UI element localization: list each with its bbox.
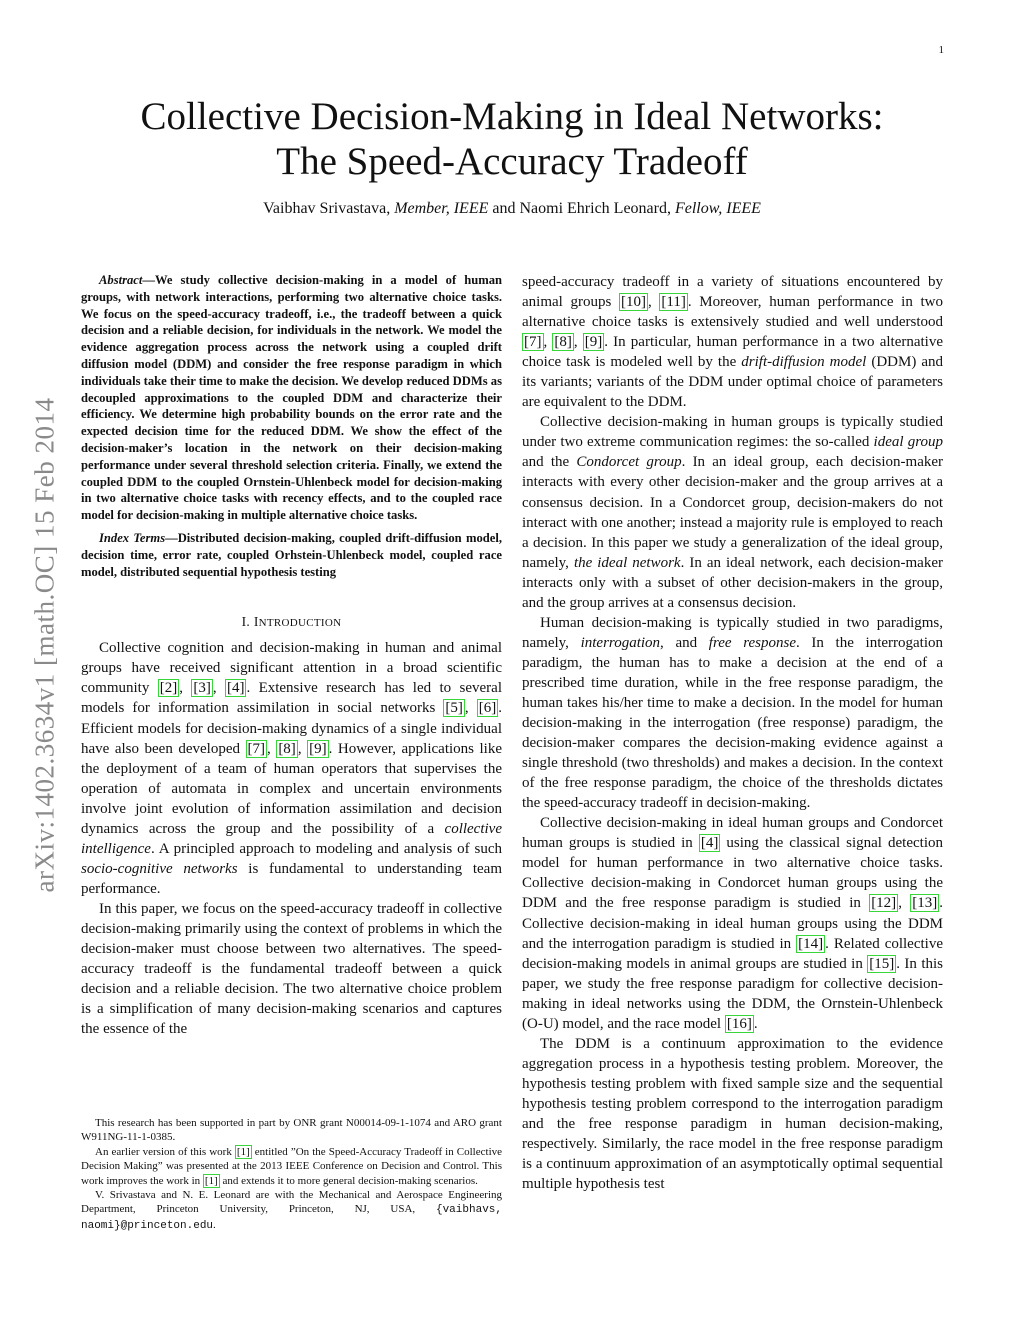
index-terms-text: —Distributed decision-making, coupled drift-diffusion model, decision time, error rate, coupled Orhstein-Uhlenbeck model, coupled race model, distributed sequential hypothesis testing [81,530,502,579]
author-2: Naomi Ehrich Leonard, [519,200,671,217]
arxiv-sidebar [20,330,70,960]
citation-link[interactable]: [12] [871,895,897,912]
text-run: Collective decision-making in human groups is typically studied under two extreme communication regimes: the so-called [522,414,943,451]
author-conjunction: and [492,200,516,217]
paper-title [80,94,944,184]
text-run: . Related collective decision-making models in animal groups are studied in [522,935,943,972]
text-run: and the [522,454,577,471]
emphasis: socio-cognitive networks [81,860,238,877]
author-1-role: Member, IEEE [394,200,489,217]
right-paragraph-4 [522,813,943,1034]
footnote-affiliation [81,1188,502,1233]
footnote-earlier-version [81,1145,502,1188]
citation-link[interactable]: [4] [226,680,245,697]
section-title-rest: NTRODUCTION [258,617,342,630]
citation-link[interactable]: [2] [159,680,178,697]
footnotes [81,1116,502,1233]
text-run: using the classical signal detection model for human performance in two alternative choice tasks. Collective decision-making in Condorcet human groups using the DDM and the free response paradigm is studied in [522,835,943,912]
citation-link[interactable]: [5] [445,700,463,717]
right-column [522,272,943,1194]
title-line-2: The Speed-Accuracy Tradeoff [276,140,748,183]
citation-link[interactable]: [3] [193,680,211,697]
intro-body [81,638,502,1039]
right-paragraph-5: The DDM is a continuum approximation to the evidence aggregation process in a hypothesis testing problem. Moreover, the hypothesis testing problem with fixed sample size and the sequential hypothesis testing problem correspond to the interrogation paradigm and the free response paradigm in human decision-making, respectively. Similarly, the race model in the free response paradigm is a continuum approximation of an asymptotically optimal sequential multiple hypothesis test [522,1035,943,1193]
emphasis: ideal group [873,434,943,451]
text-run: . [213,1218,216,1231]
citation-link[interactable]: [9] [584,334,603,351]
citation-link[interactable]: [16] [726,1015,752,1032]
right-paragraph-3 [522,613,943,813]
text-run: . In the interrogation paradigm, the human has to make a decision at the end of a prescribed time duration, while in the free response paradigm, the human takes his/her time to make a decision. In the model for human decision-making in the interrogation (free response) paradigm, the decision-maker compares the decision-making evidence against a single threshold (two thresholds) and makes a decision. In the context of the free response paradigm, the choice of the thresholds dictates the speed-accuracy tradeoff in decision-making. [522,634,943,812]
text-run: speed-accuracy tradeoff in a variety of situations encountered by animal groups [522,274,943,311]
separator: , [464,700,477,717]
emphasis: Condorcet group [576,454,682,471]
citation-link[interactable]: [1] [236,1145,250,1158]
text-run: . Moreover, human performance in two alternative choice tasks is extensively studied and well understood [522,294,943,331]
text-run: . Efficient models for decision-making dynamics of a single individual have also been developed [81,700,503,757]
author-2-role: Fellow, IEEE [674,200,761,217]
author-emails: {vaibhavs, naomi}@princeton.edu [81,1204,502,1232]
author-line [80,200,944,218]
text-run: . Collective decision-making in ideal human groups using the DDM and the interrogation paradigm is studied in [522,895,943,952]
text-run: . However, applications like the deployment of a team of human operators that supervises the operation of automata in complex and uncertain environments involve joint evolution of information assimilation and decision dynamics across the group and the possibility of a [81,740,503,837]
text-run: Collective decision-making in ideal human groups and Condorcet human groups is studied in [522,815,943,852]
text-run: (DDM) and its variants; variants of the DDM under optimal choice of parameters are equivalent to the DDM. [522,354,944,411]
text-run: . A principled approach to modeling and analysis of such [150,840,502,857]
section-numeral: I. [241,614,251,630]
section-heading-introduction [81,614,502,630]
text-run: . In an ideal group, each decision-maker interacts with every other decision-maker and the group arrives at a consensus decision. In a Condorcet group, decision-makers do not interact with one another; instead a majority rule is employed to reach a decision. In this paper we study a generalization of the ideal group, namely, [522,454,944,571]
text-run: . In particular, human performance in a two alternative choice task is modeled well by the [522,334,943,371]
text-run: An earlier version of this work [95,1145,235,1158]
abstract-text: —We study collective decision-making in a model of human groups, with network interactions, performing two alternative choice tasks. We focus on the speed-accuracy tradeoff, i.e., the tradeoff between a quick decision and a reliable decision, for individuals in the network. We model the evidence aggregation process across the network using a coupled drift diffusion model (DDM) and consider the free response paradigm in which individuals take their time to make the decision. We develop reduced DDMs as decoupled approximations to the coupled DDM and characterize their efficiency. We determine high probability bounds on the error rate and the expected decision time for the reduced DDM. We show the effect of the decision-maker’s location in the network on their decision-making performance under several threshold selection criteria. Finally, we extend the coupled DDM to the coupled Ornstein-Uhlenbeck model for decision-making in two alternative choice tasks with recency effects, and to the coupled race model for decision-making in multiple alternative choice tasks. [81,273,502,523]
text-run: . In an ideal network, each decision-maker interacts only with a subset of other decision-makers in the group, and the group arrives at a consensus decision. [522,554,943,611]
text-run: Human decision-making is typically studied in two paradigms, namely, [522,614,943,651]
citation-link[interactable]: [4] [700,835,719,852]
text-run: V. Srivastava and N. E. Leonard are with the Mechanical and Aerospace Engineering Department, Princeton University, Princeton, NJ, USA, [81,1189,502,1216]
citation-link[interactable]: [11] [661,294,686,311]
intro-paragraph-2: In this paper, we focus on the speed-accuracy tradeoff in collective decision-making primarily using the context of problems in which the decision-maker must choose between two alternatives. The speed-accuracy tradeoff is the fundamental tradeoff between a quick decision and a reliable decision. The two alternative choice problem is a simplification of many decision-making scenarios and captures the essence of the [81,900,502,1038]
section-title-first-letter: I [253,614,259,630]
emphasis: free response [708,634,796,651]
citation-link[interactable]: [9] [309,740,327,757]
text-run: entitled ”On the Speed-Accuracy Tradeoff in Collective Decision Making” was presented at the 2013 IEEE Conference on Decision and Control. This work improves the work in [81,1145,503,1187]
citation-link[interactable]: [15] [869,955,895,972]
separator: , [543,334,553,351]
intro-paragraph-1 [81,638,502,899]
citation-link[interactable]: [7] [524,334,542,351]
text-run: is fundamental to understanding team performance. [81,860,503,897]
separator: , [898,895,911,912]
arxiv-identifier[interactable]: arXiv:1402.3634v1 [math.OC] 15 Feb 2014 [29,397,60,893]
citation-link[interactable]: [14] [798,935,824,952]
left-column [81,272,502,1039]
separator: , [267,740,277,757]
citation-link[interactable]: [6] [478,700,497,717]
separator: , [179,680,192,697]
separator: , [212,680,225,697]
citation-link[interactable]: [8] [278,740,296,757]
emphasis: the ideal network [573,554,681,571]
citation-link[interactable]: [1] [204,1174,218,1187]
separator: , [647,294,660,311]
index-terms-label: Index Terms [99,530,166,545]
citation-link[interactable]: [7] [247,740,266,757]
author-1: Vaibhav Srivastava, [263,200,391,217]
footnote-funding: This research has been supported in part by ONR grant N00014-09-1-1074 and ARO grant W911NG-11-1-0385. [81,1117,502,1144]
citation-link[interactable]: [8] [554,334,572,351]
citation-link[interactable]: [13] [912,895,938,912]
right-paragraph-1 [522,272,943,412]
index-terms [81,530,502,580]
abstract [81,272,502,524]
emphasis: drift-diffusion model [741,354,867,371]
abstract-label: Abstract [99,273,143,287]
separator: , [297,740,308,757]
citation-link[interactable]: [10] [620,294,646,311]
text-run: and extends it to more general decision-making scenarios. [219,1174,478,1187]
emphasis: collective intelligence [81,820,502,857]
text-run: , and [660,634,709,651]
page-number: 1 [938,44,944,56]
title-line-1: Collective Decision-Making in Ideal Networks: [140,95,884,138]
text-run: . [753,1015,758,1032]
text-run: Collective cognition and decision-making in human and animal groups have received significant attention in a broad scientific community [81,640,502,697]
text-run: . In this paper, we study the free response paradigm for collective decision-making in ideal networks using the DDM, the Ornstein-Uhlenbeck (O-U) model, and the race model [522,955,943,1032]
separator: , [573,334,583,351]
text-run: . Extensive research has led to several models for information assimilation in social networks [81,680,503,717]
emphasis: interrogation [580,634,661,651]
right-paragraph-2 [522,412,943,612]
